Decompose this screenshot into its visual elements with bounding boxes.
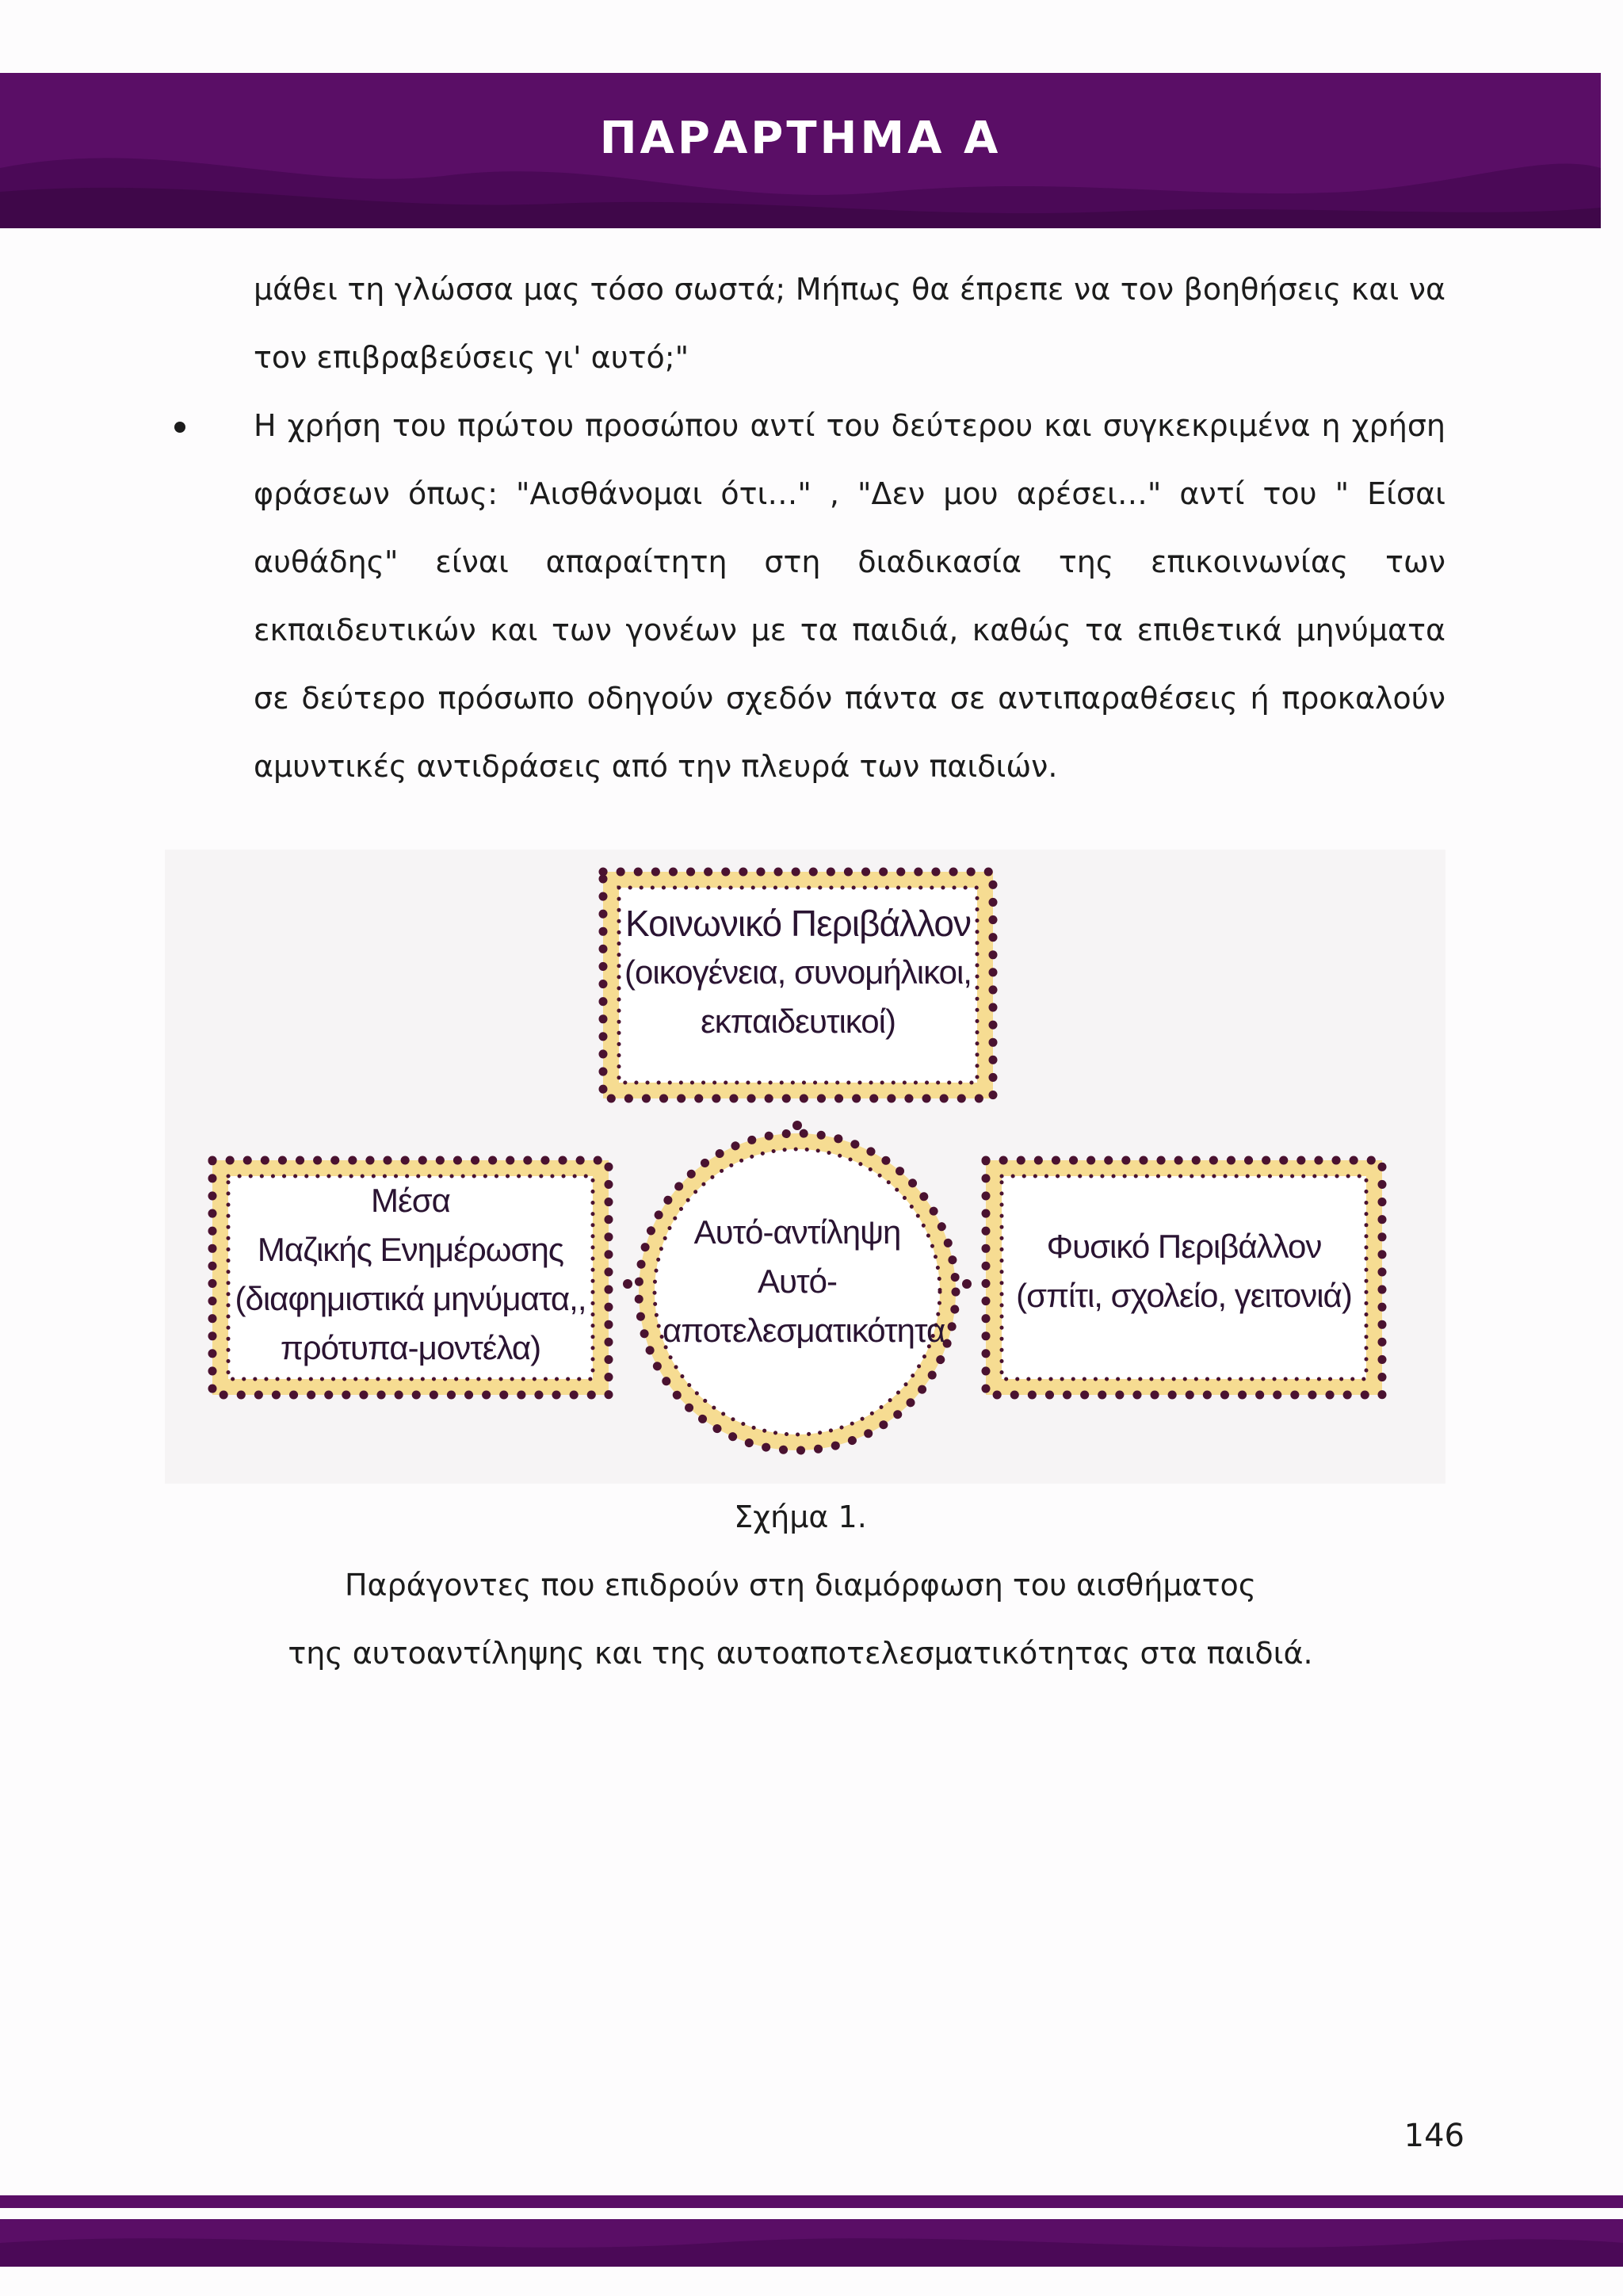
top-box-line-2: (οικογένεια, συνομήλικοι, — [624, 953, 972, 991]
figure-label: Σχήμα 1. — [734, 1499, 867, 1534]
footer-rule — [0, 2195, 1623, 2208]
top-box-line-3: εκπαιδευτικοί) — [701, 1003, 896, 1040]
footer-wave-decoration — [0, 2219, 1623, 2267]
page-header-title: ΠΑΡΑΡΤΗΜΑ Α — [599, 113, 1002, 164]
center-line-1: Αυτό-αντίληψη — [693, 1213, 901, 1251]
left-box-line-2: Μαζικής Ενημέρωσης — [257, 1231, 564, 1268]
right-box-line-2: (σπίτι, σχολείο, γειτονιά) — [1016, 1277, 1352, 1314]
bullet-list-item: Η χρήση του πρώτου προσώπου αντί του δεύτερου και συγκεκριμένα η χρήση φράσεων όπως: "Αισθάνομαι ότι…" , "Δεν μου αρέσει…" αντί του " Είσαι αυθάδης" είναι απαραίτητη στη διαδικασία της επικοινωνίας των εκπαιδευτικών και των γονέων με τα παιδιά, καθώς τα επιθετικά μηνύματα σε δεύτερο πρόσωπο οδηγούν σχεδόν πάντα σε αντιπαραθέσεις ή προκαλούν αμυντικές αντιδράσεις από την πλευρά των παιδιών. — [254, 408, 1445, 784]
right-box-label — [1002, 1222, 1366, 1320]
center-circle-label — [663, 1208, 945, 1355]
factors-diagram — [165, 850, 1445, 1484]
left-box-line-4: πρότυπα-μοντέλα) — [280, 1329, 541, 1366]
page-number: 146 — [1403, 2118, 1465, 2154]
left-box-label — [228, 1176, 593, 1373]
right-box-line-1: Φυσικό Περιβάλλον — [1046, 1228, 1322, 1265]
figure-caption-line-1: Παράγοντες που επιδρούν στη διαμόρφωση του αισθήματος — [344, 1568, 1257, 1603]
left-box-line-3: (διαφημιστικά μηνύματα,, — [235, 1280, 586, 1317]
footer-banner — [0, 2219, 1623, 2267]
center-line-2: Αυτό- — [758, 1263, 837, 1300]
left-box-line-1: Μέσα — [371, 1182, 450, 1219]
top-box-label — [619, 899, 977, 1046]
paragraph-continuation: μάθει τη γλώσσα μας τόσο σωστά; Μήπως θα έπρεπε να τον βοηθήσεις και να τον επιβραβεύσεις γι' αυτό;" — [254, 272, 1445, 375]
center-line-3: αποτελεσματικότητα — [663, 1312, 945, 1349]
bullet-marker — [174, 422, 185, 433]
figure-caption-line-2: της αυτοαντίληψης και της αυτοαποτελεσματικότητας στα παιδιά. — [288, 1636, 1313, 1671]
top-box-line-1: Κοινωνικό Περιβάλλον — [625, 903, 971, 944]
